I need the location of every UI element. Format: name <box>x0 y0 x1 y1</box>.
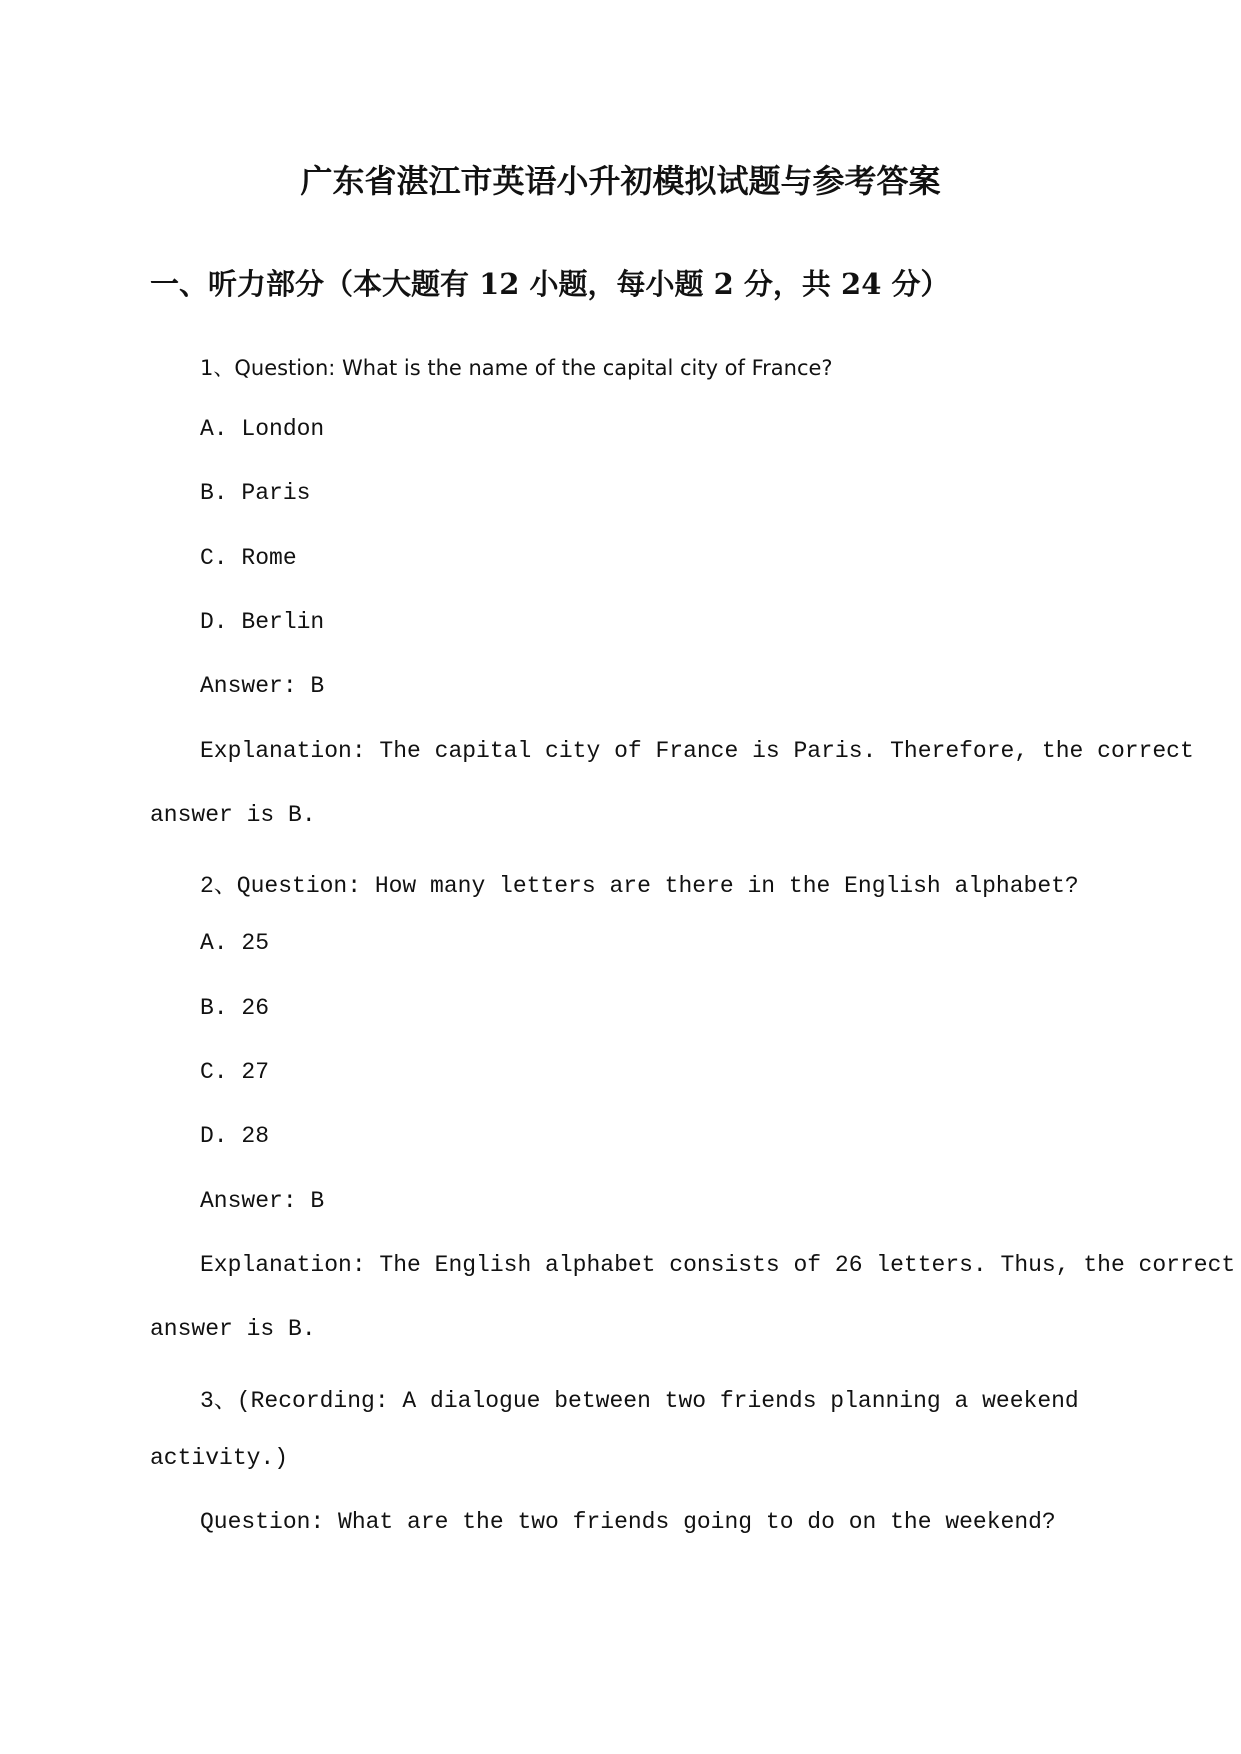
question-1-stem: 1、Question: What is the name of the capital city of France? <box>200 356 833 380</box>
question-2-explanation: Explanation: The English alphabet consists of 26 letters. Thus, the correct <box>200 1252 1236 1278</box>
section-heading-listening: 一、听力部分（本大题有 12 小题，每小题 2 分，共 24 分） <box>150 267 950 301</box>
question-2-option-d: D. 28 <box>200 1123 270 1149</box>
document-title: 广东省湛江市英语小升初模拟试题与参考答案 <box>300 162 941 200</box>
question-2-answer: Answer: B <box>200 1188 325 1214</box>
question-1-option-b: B. Paris <box>200 480 311 506</box>
question-1-explanation: Explanation: The capital city of France is Paris. Therefore, the correct <box>200 738 1194 764</box>
question-1-option-d: D. Berlin <box>200 609 325 635</box>
question-1-option-c: C. Rome <box>200 545 297 571</box>
question-2-option-c: C. 27 <box>200 1059 270 1085</box>
question-1-explanation-continued: answer is B. <box>150 802 316 828</box>
question-2-option-b: B. 26 <box>200 995 270 1021</box>
question-3-stem-continued: activity.) <box>150 1445 289 1471</box>
question-2-option-a: A. 25 <box>200 930 270 956</box>
question-1-option-a: A. London <box>200 416 325 442</box>
question-1-answer: Answer: B <box>200 673 325 699</box>
question-3-question: Question: What are the two friends going to do on the weekend? <box>200 1509 1056 1535</box>
question-2-explanation-continued: answer is B. <box>150 1316 316 1342</box>
question-3-stem: 3、(Recording: A dialogue between two friends planning a weekend <box>200 1388 1079 1414</box>
question-2-stem: 2、Question: How many letters are there in the English alphabet? <box>200 873 1079 899</box>
